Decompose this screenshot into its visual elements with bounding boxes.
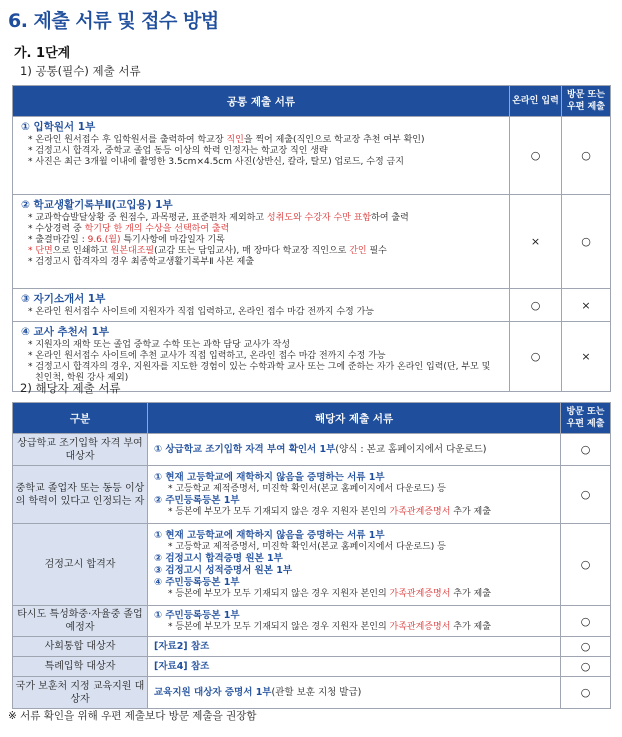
doc-bullet: [21, 246, 501, 257]
visit-mail-mark: ○: [561, 657, 611, 677]
header-visit-mail: 방문 또는 우편 제출: [562, 86, 611, 117]
header-common-docs: 공통 제출 서류: [13, 86, 510, 117]
text-segment: 하여 출력: [371, 213, 409, 223]
text-segment: * 온라인 원서접수 사이트에 지원자가 직접 입력하고, 온라인 접수 마감 전까지 수정 가능: [28, 307, 374, 317]
doc-title: ② 학교생활기록부Ⅱ(고입용) 1부: [21, 199, 173, 211]
applicable-doc-row: [13, 677, 611, 709]
highlight-text: 가족관계증명서: [389, 621, 451, 632]
document-note: (관할 보훈 지청 발급): [271, 686, 362, 698]
highlight-text: 원본대조필: [110, 246, 155, 256]
required-document: [154, 687, 554, 699]
text-segment: * 검정고시 합격자의 경우, 지원자를 지도한 경험이 있는 수학과학 교사 또는 그에 준하는 자가 온라인 입력(단, 부모 및 친인척, 학원 강사 제외): [28, 362, 491, 383]
document-subnote: [154, 622, 554, 633]
doc-title: ③ 자기소개서 1부: [21, 293, 106, 305]
document-name: [자료4] 참조: [154, 660, 210, 672]
applicable-doc-row: [13, 657, 611, 677]
applicant-category: 타시도 특성화중·자율중 졸업예정자: [13, 606, 148, 637]
doc-bullet: [21, 213, 501, 224]
applicable-doc-cell: [148, 606, 561, 637]
common-doc-row: [13, 289, 611, 322]
document-name: ④ 주민등록등본 1부: [154, 576, 240, 588]
visit-mail-mark: ○: [561, 466, 611, 524]
doc-bullet: [21, 135, 501, 146]
text-segment: 추가 제출: [450, 621, 491, 632]
required-document: [154, 565, 554, 577]
doc-bullet: [21, 340, 501, 351]
online-input-mark: ×: [510, 195, 562, 289]
applicant-category: 특례입학 대상자: [13, 657, 148, 677]
visit-mail-mark: ○: [561, 637, 611, 657]
text-segment: * 수상경력 중: [28, 224, 85, 234]
visit-mail-mark: ×: [562, 322, 611, 392]
text-segment: * 출결마감일 :: [28, 235, 88, 245]
visit-mail-mark: ○: [562, 117, 611, 195]
required-document: [154, 553, 554, 565]
common-doc-row: [13, 195, 611, 289]
text-segment: 으로 인쇄하고: [52, 246, 111, 256]
section-heading-common: 1) 공통(필수) 제출 서류: [20, 64, 141, 78]
highlight-text: 학기당 한 개의 수상을 선택하여 출력: [84, 224, 230, 234]
text-segment: * 검정고시 합격자, 중학교 졸업 동등 이상의 학력 인정자는 학교장 직인 생략: [28, 146, 328, 156]
required-document: [154, 610, 554, 622]
footnote: ※ 서류 확인을 위해 우편 제출보다 방문 제출을 권장함: [8, 710, 257, 722]
applicable-doc-cell: [148, 637, 561, 657]
visit-mail-mark: ○: [561, 434, 611, 466]
required-document: [154, 472, 554, 484]
visit-mail-mark: ○: [561, 677, 611, 709]
applicable-doc-cell: [148, 677, 561, 709]
online-input-mark: ○: [510, 117, 562, 195]
applicable-documents-table: [12, 402, 611, 709]
document-name: ① 현재 고등학교에 재학하지 않음을 증명하는 서류 1부: [154, 529, 385, 541]
section-heading-applicable: 2) 해당자 제출 서류: [20, 381, 121, 395]
text-segment: 추가 제출: [450, 588, 491, 599]
header-online-input: 온라인 입력: [510, 86, 562, 117]
text-segment: * 고등학교 제적증명서, 미진학 확인서(본교 홈페이지에서 다운로드) 등: [168, 541, 446, 552]
required-document: [154, 661, 554, 673]
doc-description-cell: [13, 289, 510, 322]
online-input-mark: ○: [510, 322, 562, 392]
doc-description-cell: [13, 195, 510, 289]
document-name: [자료2] 참조: [154, 640, 210, 652]
applicable-doc-cell: [148, 466, 561, 524]
doc-bullet: [21, 307, 501, 318]
highlight-text: 가족관계증명서: [389, 506, 451, 517]
applicable-doc-cell: [148, 657, 561, 677]
text-segment: * 온라인 원서접수 후 입학원서를 출력하여 학교장: [28, 135, 227, 145]
stage-heading: 가. 1단계: [14, 46, 71, 61]
document-name: 교육지원 대상자 증명서 1부: [154, 686, 272, 698]
applicant-category: 중학교 졸업자 또는 동등 이상의 학력이 있다고 인정되는 자: [13, 466, 148, 524]
text-segment: * 지원자의 재학 또는 졸업 중학교 수학 또는 과학 담당 교사가 작성: [28, 340, 291, 350]
header-applicable-docs: 해당자 제출 서류: [148, 403, 561, 434]
text-segment: * 사진은 최근 3개월 이내에 촬영한 3.5cm×4.5cm 사진(상반신, 칼라, 탈모) 업로드, 수정 금지: [28, 157, 404, 167]
applicant-category: 사회통합 대상자: [13, 637, 148, 657]
applicant-category: 국가 보훈처 지정 교육지원 대상자: [13, 677, 148, 709]
text-segment: 특기사항에 마감일자 기록: [120, 235, 225, 245]
doc-description-cell: [13, 117, 510, 195]
applicable-doc-row: [13, 466, 611, 524]
document-name: ① 상급학교 조기입학 자격 부여 확인서 1부: [154, 443, 336, 455]
document-name: ③ 검정고시 성적증명서 원본 1부: [154, 564, 293, 576]
applicant-category: 검정고시 합격자: [13, 524, 148, 606]
highlight-text: 직인: [226, 135, 244, 145]
required-document: [154, 577, 554, 589]
highlight-text: 가족관계증명서: [389, 588, 451, 599]
visit-mail-mark: ○: [561, 606, 611, 637]
doc-bullet: [21, 224, 501, 235]
document-subnote: [154, 484, 554, 495]
highlight-text: * 단면: [28, 246, 53, 256]
doc-title: ① 입학원서 1부: [21, 121, 96, 133]
required-document: [154, 530, 554, 542]
text-segment: 추가 제출: [450, 506, 491, 517]
doc-title: ④ 교사 추천서 1부: [21, 326, 110, 338]
document-subnote: [154, 589, 554, 600]
text-segment: * 등본에 부모가 모두 기재되지 않은 경우 지원자 본인의: [168, 621, 390, 632]
text-segment: 필수: [366, 246, 387, 256]
applicable-doc-row: [13, 606, 611, 637]
applicable-doc-cell: [148, 524, 561, 606]
text-segment: * 고등학교 제적증명서, 미진학 확인서(본교 홈페이지에서 다운로드) 등: [168, 483, 446, 494]
common-documents-table: [12, 85, 611, 392]
highlight-text: 간인: [349, 246, 367, 256]
required-document: [154, 444, 554, 456]
doc-bullet: [21, 351, 501, 362]
text-segment: * 온라인 원서접수 사이트에 추천 교사가 직접 입력하고, 온라인 접수 마감 전까지 수정 가능: [28, 351, 386, 361]
applicable-doc-row: [13, 434, 611, 466]
document-subnote: [154, 507, 554, 518]
highlight-text: 성취도와 수강자 수만 표함: [266, 213, 372, 223]
header-category: 구분: [13, 403, 148, 434]
visit-mail-mark: ×: [562, 289, 611, 322]
applicant-category: 상급학교 조기입학 자격 부여 대상자: [13, 434, 148, 466]
text-segment: (교감 또는 담임교사), 매 장마다 학교장 직인으로: [154, 246, 350, 256]
doc-bullet: [21, 235, 501, 246]
header-visit-mail-2: 방문 또는 우편 제출: [561, 403, 611, 434]
doc-bullet: [21, 146, 501, 157]
document-name: ② 검정고시 합격증명 원본 1부: [154, 552, 283, 564]
required-document: [154, 641, 554, 653]
doc-bullet: [21, 157, 501, 168]
page-title: 6. 제출 서류 및 접수 방법: [8, 10, 219, 32]
text-segment: * 등본에 부모가 모두 기재되지 않은 경우 지원자 본인의: [168, 506, 390, 517]
applicable-doc-row: [13, 524, 611, 606]
text-segment: * 검정고시 합격자의 경우 최종학교생활기록부Ⅱ 사본 제출: [28, 257, 255, 267]
document-note: (양식 : 본교 홈페이지에서 다운로드): [335, 443, 487, 455]
visit-mail-mark: ○: [561, 524, 611, 606]
applicable-doc-row: [13, 637, 611, 657]
document-subnote: [154, 542, 554, 553]
doc-bullet: [21, 257, 501, 268]
text-segment: * 등본에 부모가 모두 기재되지 않은 경우 지원자 본인의: [168, 588, 390, 599]
visit-mail-mark: ○: [562, 195, 611, 289]
highlight-text: 9.6.(월): [87, 235, 121, 245]
text-segment: * 교과학습발달상황 중 원점수, 과목평균, 표준편차 제외하고: [28, 213, 267, 223]
document-name: ① 주민등록등본 1부: [154, 609, 240, 621]
document-name: ② 주민등록등본 1부: [154, 494, 240, 506]
common-doc-row: [13, 117, 611, 195]
online-input-mark: ○: [510, 289, 562, 322]
required-document: [154, 495, 554, 507]
applicable-doc-cell: [148, 434, 561, 466]
document-name: ① 현재 고등학교에 재학하지 않음을 증명하는 서류 1부: [154, 471, 385, 483]
text-segment: 을 찍어 제출(직인으로 학교장 추천 여부 확인): [243, 135, 425, 145]
